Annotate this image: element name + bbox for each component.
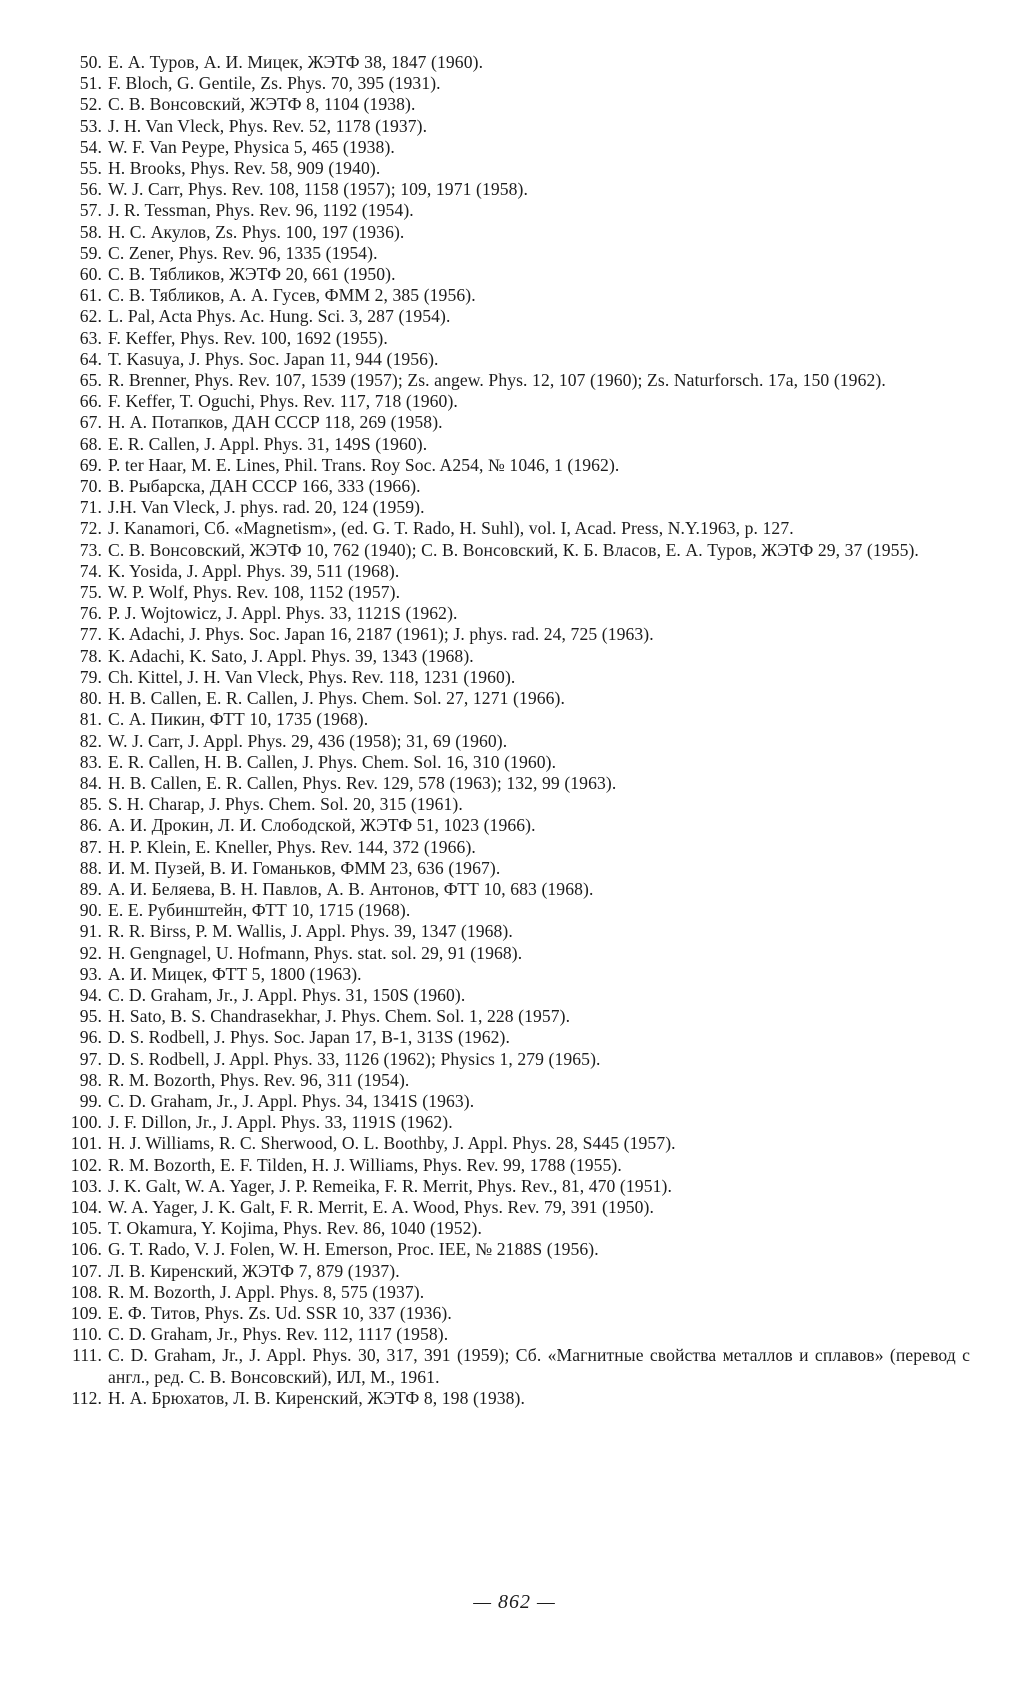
reference-text: F. Keffer, T. Oguchi, Phys. Rev. 117, 718 (1960).	[108, 391, 458, 412]
reference-text: С. В. Тябликов, А. А. Гусев, ФММ 2, 385 (1956).	[108, 285, 476, 306]
reference-item	[46, 1049, 970, 1070]
reference-text: C. D. Graham, Jr., Phys. Rev. 112, 1117 (1958).	[108, 1324, 449, 1345]
reference-item	[46, 943, 970, 964]
reference-number: 108.	[70, 1281, 102, 1302]
reference-text: Н. А. Потапков, ДАН СССР 118, 269 (1958).	[108, 412, 443, 433]
reference-item	[46, 985, 970, 1006]
reference-number: 51.	[79, 73, 102, 94]
reference-text: С. А. Пикин, ФТТ 10, 1735 (1968).	[108, 709, 369, 730]
reference-number: 76.	[79, 603, 102, 624]
reference-text: Ch. Kittel, J. H. Van Vleck, Phys. Rev. 118, 1231 (1960).	[108, 666, 516, 687]
reference-text: W. J. Carr, Phys. Rev. 108, 1158 (1957); 109, 1971 (1958).	[108, 179, 528, 200]
reference-number: 101.	[70, 1133, 102, 1154]
reference-item	[46, 858, 970, 879]
reference-number: 103.	[70, 1175, 102, 1196]
reference-text: J.H. Van Vleck, J. phys. rad. 20, 124 (1959).	[108, 497, 425, 518]
reference-text: J. R. Tessman, Phys. Rev. 96, 1192 (1954).	[108, 200, 414, 221]
reference-item	[46, 1112, 970, 1133]
reference-number: 99.	[79, 1090, 102, 1111]
reference-number: 107.	[70, 1260, 102, 1281]
reference-number: 77.	[79, 624, 102, 645]
reference-number: 59.	[79, 242, 102, 263]
reference-item	[46, 222, 970, 243]
reference-item	[46, 688, 970, 709]
reference-text: W. A. Yager, J. K. Galt, F. R. Merrit, E. A. Wood, Phys. Rev. 79, 391 (1950).	[108, 1196, 654, 1217]
reference-item	[46, 349, 970, 370]
reference-text: R. Brenner, Phys. Rev. 107, 1539 (1957); Zs. angew. Phys. 12, 107 (1960); Zs. Naturforsch. 17a, 150 (1962).	[108, 370, 886, 391]
reference-text: D. S. Rodbell, J. Phys. Soc. Japan 17, B-1, 313S (1962).	[108, 1027, 510, 1048]
reference-number: 60.	[79, 264, 102, 285]
reference-number: 91.	[79, 921, 102, 942]
reference-number: 61.	[79, 285, 102, 306]
reference-item	[46, 646, 970, 667]
reference-number: 54.	[79, 136, 102, 157]
reference-item	[46, 582, 970, 603]
reference-number: 105.	[70, 1218, 102, 1239]
reference-number: 83.	[79, 751, 102, 772]
reference-text: K. Adachi, J. Phys. Soc. Japan 16, 2187 (1961); J. phys. rad. 24, 725 (1963).	[108, 624, 654, 645]
reference-number: 104.	[70, 1196, 102, 1217]
reference-text: K. Adachi, K. Sato, J. Appl. Phys. 39, 1343 (1968).	[108, 645, 474, 666]
reference-number: 81.	[79, 709, 102, 730]
reference-text: K. Yosida, J. Appl. Phys. 39, 511 (1968).	[108, 560, 400, 581]
reference-number: 98.	[79, 1069, 102, 1090]
reference-text: L. Pal, Acta Phys. Ac. Hung. Sci. 3, 287 (1954).	[108, 306, 451, 327]
reference-item	[46, 624, 970, 645]
reference-item	[46, 73, 970, 94]
reference-item	[46, 794, 970, 815]
reference-number: 82.	[79, 730, 102, 751]
reference-text: С. В. Тябликов, ЖЭТФ 20, 661 (1950).	[108, 264, 396, 285]
reference-item	[46, 179, 970, 200]
reference-item	[46, 1282, 970, 1303]
reference-number: 64.	[79, 348, 102, 369]
reference-item	[46, 1197, 970, 1218]
reference-item	[46, 1345, 970, 1387]
reference-item	[46, 1388, 970, 1409]
reference-number: 80.	[79, 688, 102, 709]
reference-text: H. J. Williams, R. C. Sherwood, O. L. Boothby, J. Appl. Phys. 28, S445 (1957).	[108, 1133, 676, 1154]
reference-number: 92.	[79, 942, 102, 963]
reference-item	[46, 1239, 970, 1260]
reference-item	[46, 1218, 970, 1239]
reference-text: R. M. Bozorth, Phys. Rev. 96, 311 (1954).	[108, 1069, 410, 1090]
reference-text: J. Kanamori, Сб. «Magnetism», (ed. G. T. Rado, H. Suhl), vol. I, Acad. Press, N.Y.1963, p. 127.	[108, 518, 794, 539]
reference-number: 50.	[79, 52, 102, 72]
page-number: — 862 —	[473, 1591, 556, 1613]
reference-number: 100.	[70, 1112, 102, 1133]
reference-number: 69.	[79, 454, 102, 475]
reference-number: 84.	[79, 772, 102, 793]
reference-item	[46, 518, 970, 539]
reference-text: Е. Ф. Титов, Phys. Zs. Ud. SSR 10, 337 (1936).	[108, 1302, 452, 1323]
reference-text: H. P. Klein, E. Kneller, Phys. Rev. 144, 372 (1966).	[108, 836, 476, 857]
reference-number: 78.	[79, 645, 102, 666]
reference-text: T. Okamura, Y. Kojima, Phys. Rev. 86, 1040 (1952).	[108, 1218, 482, 1239]
reference-text: P. J. Wojtowicz, J. Appl. Phys. 33, 1121S (1962).	[108, 603, 458, 624]
reference-item	[46, 434, 970, 455]
reference-item	[46, 52, 970, 73]
reference-text: W. J. Carr, J. Appl. Phys. 29, 436 (1958); 31, 69 (1960).	[108, 730, 508, 751]
reference-number: 102.	[70, 1154, 102, 1175]
reference-item	[46, 731, 970, 752]
reference-item	[46, 921, 970, 942]
reference-item	[46, 285, 970, 306]
reference-number: 97.	[79, 1048, 102, 1069]
reference-item	[46, 900, 970, 921]
reference-text: R. M. Bozorth, J. Appl. Phys. 8, 575 (1937).	[108, 1281, 425, 1302]
reference-text: T. Kasuya, J. Phys. Soc. Japan 11, 944 (1956).	[108, 348, 439, 369]
reference-number: 94.	[79, 984, 102, 1005]
reference-number: 74.	[79, 560, 102, 581]
reference-number: 112.	[71, 1387, 102, 1408]
reference-text: H. Sato, B. S. Chandrasekhar, J. Phys. Chem. Sol. 1, 228 (1957).	[108, 1006, 571, 1027]
reference-number: 70.	[79, 476, 102, 497]
reference-text: H. Gengnagel, U. Hofmann, Phys. stat. sol. 29, 91 (1968).	[108, 942, 523, 963]
reference-number: 56.	[79, 179, 102, 200]
reference-item	[46, 116, 970, 137]
reference-text: С. В. Вонсовский, ЖЭТФ 10, 762 (1940); С. В. Вонсовский, К. Б. Власов, Е. А. Туров, ЖЭТФ 29, 37 (1955).	[108, 539, 919, 560]
reference-number: 79.	[79, 666, 102, 687]
reference-text: Е. А. Туров, А. И. Мицек, ЖЭТФ 38, 1847 (1960).	[108, 52, 484, 72]
reference-text: А. И. Дрокин, Л. И. Слободской, ЖЭТФ 51, 1023 (1966).	[108, 815, 536, 836]
reference-number: 109.	[70, 1302, 102, 1323]
reference-number: 111.	[72, 1345, 102, 1366]
reference-number: 65.	[79, 370, 102, 391]
reference-text: P. ter Haar, M. E. Lines, Phil. Trans. Roy Soc. A254, № 1046, 1 (1962).	[108, 454, 620, 475]
reference-item	[46, 667, 970, 688]
reference-text: J. K. Galt, W. A. Yager, J. P. Remeika, F. R. Merrit, Phys. Rev., 81, 470 (1951).	[108, 1175, 672, 1196]
reference-text: В. Рыбарска, ДАН СССР 166, 333 (1966).	[108, 476, 421, 497]
reference-text: И. М. Пузей, В. И. Гоманьков, ФММ 23, 636 (1967).	[108, 857, 501, 878]
reference-number: 62.	[79, 306, 102, 327]
reference-number: 53.	[79, 115, 102, 136]
reference-number: 57.	[79, 200, 102, 221]
reference-text: А. И. Мицек, ФТТ 5, 1800 (1963).	[108, 963, 362, 984]
reference-text: H. B. Callen, E. R. Callen, J. Phys. Chem. Sol. 27, 1271 (1966).	[108, 688, 565, 709]
reference-text: F. Bloch, G. Gentile, Zs. Phys. 70, 395 (1931).	[108, 73, 441, 94]
reference-item	[46, 158, 970, 179]
reference-text: G. T. Rado, V. J. Folen, W. H. Emerson, Proc. IEE, № 2188S (1956).	[108, 1239, 599, 1260]
reference-text: Л. В. Киренский, ЖЭТФ 7, 879 (1937).	[108, 1260, 400, 1281]
reference-number: 89.	[79, 878, 102, 899]
reference-item	[46, 1006, 970, 1027]
reference-number: 63.	[79, 327, 102, 348]
reference-number: 52.	[79, 94, 102, 115]
reference-number: 106.	[70, 1239, 102, 1260]
reference-item	[46, 603, 970, 624]
reference-number: 90.	[79, 900, 102, 921]
reference-item	[46, 1155, 970, 1176]
reference-number: 58.	[79, 221, 102, 242]
reference-text: C. D. Graham, Jr., J. Appl. Phys. 31, 150S (1960).	[108, 984, 466, 1005]
reference-item	[46, 412, 970, 433]
reference-text: R. R. Birss, P. M. Wallis, J. Appl. Phys. 39, 1347 (1968).	[108, 921, 513, 942]
reference-text: J. H. Van Vleck, Phys. Rev. 52, 1178 (1937).	[108, 115, 428, 136]
reference-item	[46, 328, 970, 349]
reference-number: 93.	[79, 963, 102, 984]
reference-item	[46, 200, 970, 221]
reference-item	[46, 1070, 970, 1091]
reference-number: 71.	[79, 497, 102, 518]
reference-item	[46, 1133, 970, 1154]
reference-item	[46, 1176, 970, 1197]
reference-number: 66.	[79, 391, 102, 412]
reference-text: C. Zener, Phys. Rev. 96, 1335 (1954).	[108, 242, 378, 263]
reference-text: E. R. Callen, J. Appl. Phys. 31, 149S (1960).	[108, 433, 428, 454]
reference-item	[46, 1303, 970, 1324]
reference-number: 95.	[79, 1006, 102, 1027]
reference-text: С. В. Вонсовский, ЖЭТФ 8, 1104 (1938).	[108, 94, 416, 115]
reference-item	[46, 709, 970, 730]
reference-number: 87.	[79, 836, 102, 857]
reference-item	[46, 752, 970, 773]
reference-text: Е. Е. Рубинштейн, ФТТ 10, 1715 (1968).	[108, 900, 411, 921]
reference-item	[46, 1261, 970, 1282]
reference-number: 110.	[71, 1324, 102, 1345]
reference-item	[46, 879, 970, 900]
reference-item	[46, 773, 970, 794]
reference-item	[46, 1091, 970, 1112]
reference-number: 86.	[79, 815, 102, 836]
reference-item	[46, 815, 970, 836]
reference-number: 68.	[79, 433, 102, 454]
reference-text: E. R. Callen, H. B. Callen, J. Phys. Chem. Sol. 16, 310 (1960).	[108, 751, 557, 772]
reference-item	[46, 964, 970, 985]
reference-number: 85.	[79, 794, 102, 815]
reference-item	[46, 476, 970, 497]
reference-text: C. D. Graham, Jr., J. Appl. Phys. 34, 1341S (1963).	[108, 1090, 475, 1111]
reference-item	[46, 137, 970, 158]
reference-number: 55.	[79, 158, 102, 179]
reference-number: 73.	[79, 539, 102, 560]
reference-number: 88.	[79, 857, 102, 878]
reference-text: S. H. Charap, J. Phys. Chem. Sol. 20, 315 (1961).	[108, 794, 463, 815]
reference-item	[46, 1027, 970, 1048]
reference-item	[46, 94, 970, 115]
reference-text: Н. А. Брюхатов, Л. В. Киренский, ЖЭТФ 8, 198 (1938).	[108, 1387, 525, 1408]
reference-text: H. B. Callen, E. R. Callen, Phys. Rev. 129, 578 (1963); 132, 99 (1963).	[108, 772, 617, 793]
reference-number: 72.	[79, 518, 102, 539]
reference-text: J. F. Dillon, Jr., J. Appl. Phys. 33, 1191S (1962).	[108, 1112, 453, 1133]
reference-number: 96.	[79, 1027, 102, 1048]
reference-text: А. И. Беляева, В. Н. Павлов, А. В. Антонов, ФТТ 10, 683 (1968).	[108, 878, 594, 899]
reference-item	[46, 455, 970, 476]
reference-item	[46, 264, 970, 285]
reference-item	[46, 243, 970, 264]
reference-text: Н. С. Акулов, Zs. Phys. 100, 197 (1936).	[108, 221, 405, 242]
reference-item	[46, 540, 970, 561]
reference-item	[46, 1324, 970, 1345]
reference-text: R. M. Bozorth, E. F. Tilden, H. J. Williams, Phys. Rev. 99, 1788 (1955).	[108, 1154, 622, 1175]
reference-item	[46, 370, 970, 391]
reference-text: C. D. Graham, Jr., J. Appl. Phys. 30, 317, 391 (1959); Сб. «Магнитные свойства металлов и сплавов» (перевод с англ., ред. С. В. Вонсовский), ИЛ, М., 1961.	[108, 1345, 970, 1387]
reference-item	[46, 837, 970, 858]
reference-item	[46, 391, 970, 412]
reference-number: 75.	[79, 582, 102, 603]
reference-text: W. F. Van Peype, Physica 5, 465 (1938).	[108, 136, 395, 157]
reference-text: W. P. Wolf, Phys. Rev. 108, 1152 (1957).	[108, 582, 401, 603]
reference-text: D. S. Rodbell, J. Appl. Phys. 33, 1126 (1962); Physics 1, 279 (1965).	[108, 1048, 601, 1069]
reference-item	[46, 306, 970, 327]
reference-number: 67.	[79, 412, 102, 433]
reference-list	[46, 52, 970, 1409]
reference-item	[46, 497, 970, 518]
reference-item	[46, 561, 970, 582]
reference-text: F. Keffer, Phys. Rev. 100, 1692 (1955).	[108, 327, 388, 348]
reference-text: H. Brooks, Phys. Rev. 58, 909 (1940).	[108, 158, 381, 179]
